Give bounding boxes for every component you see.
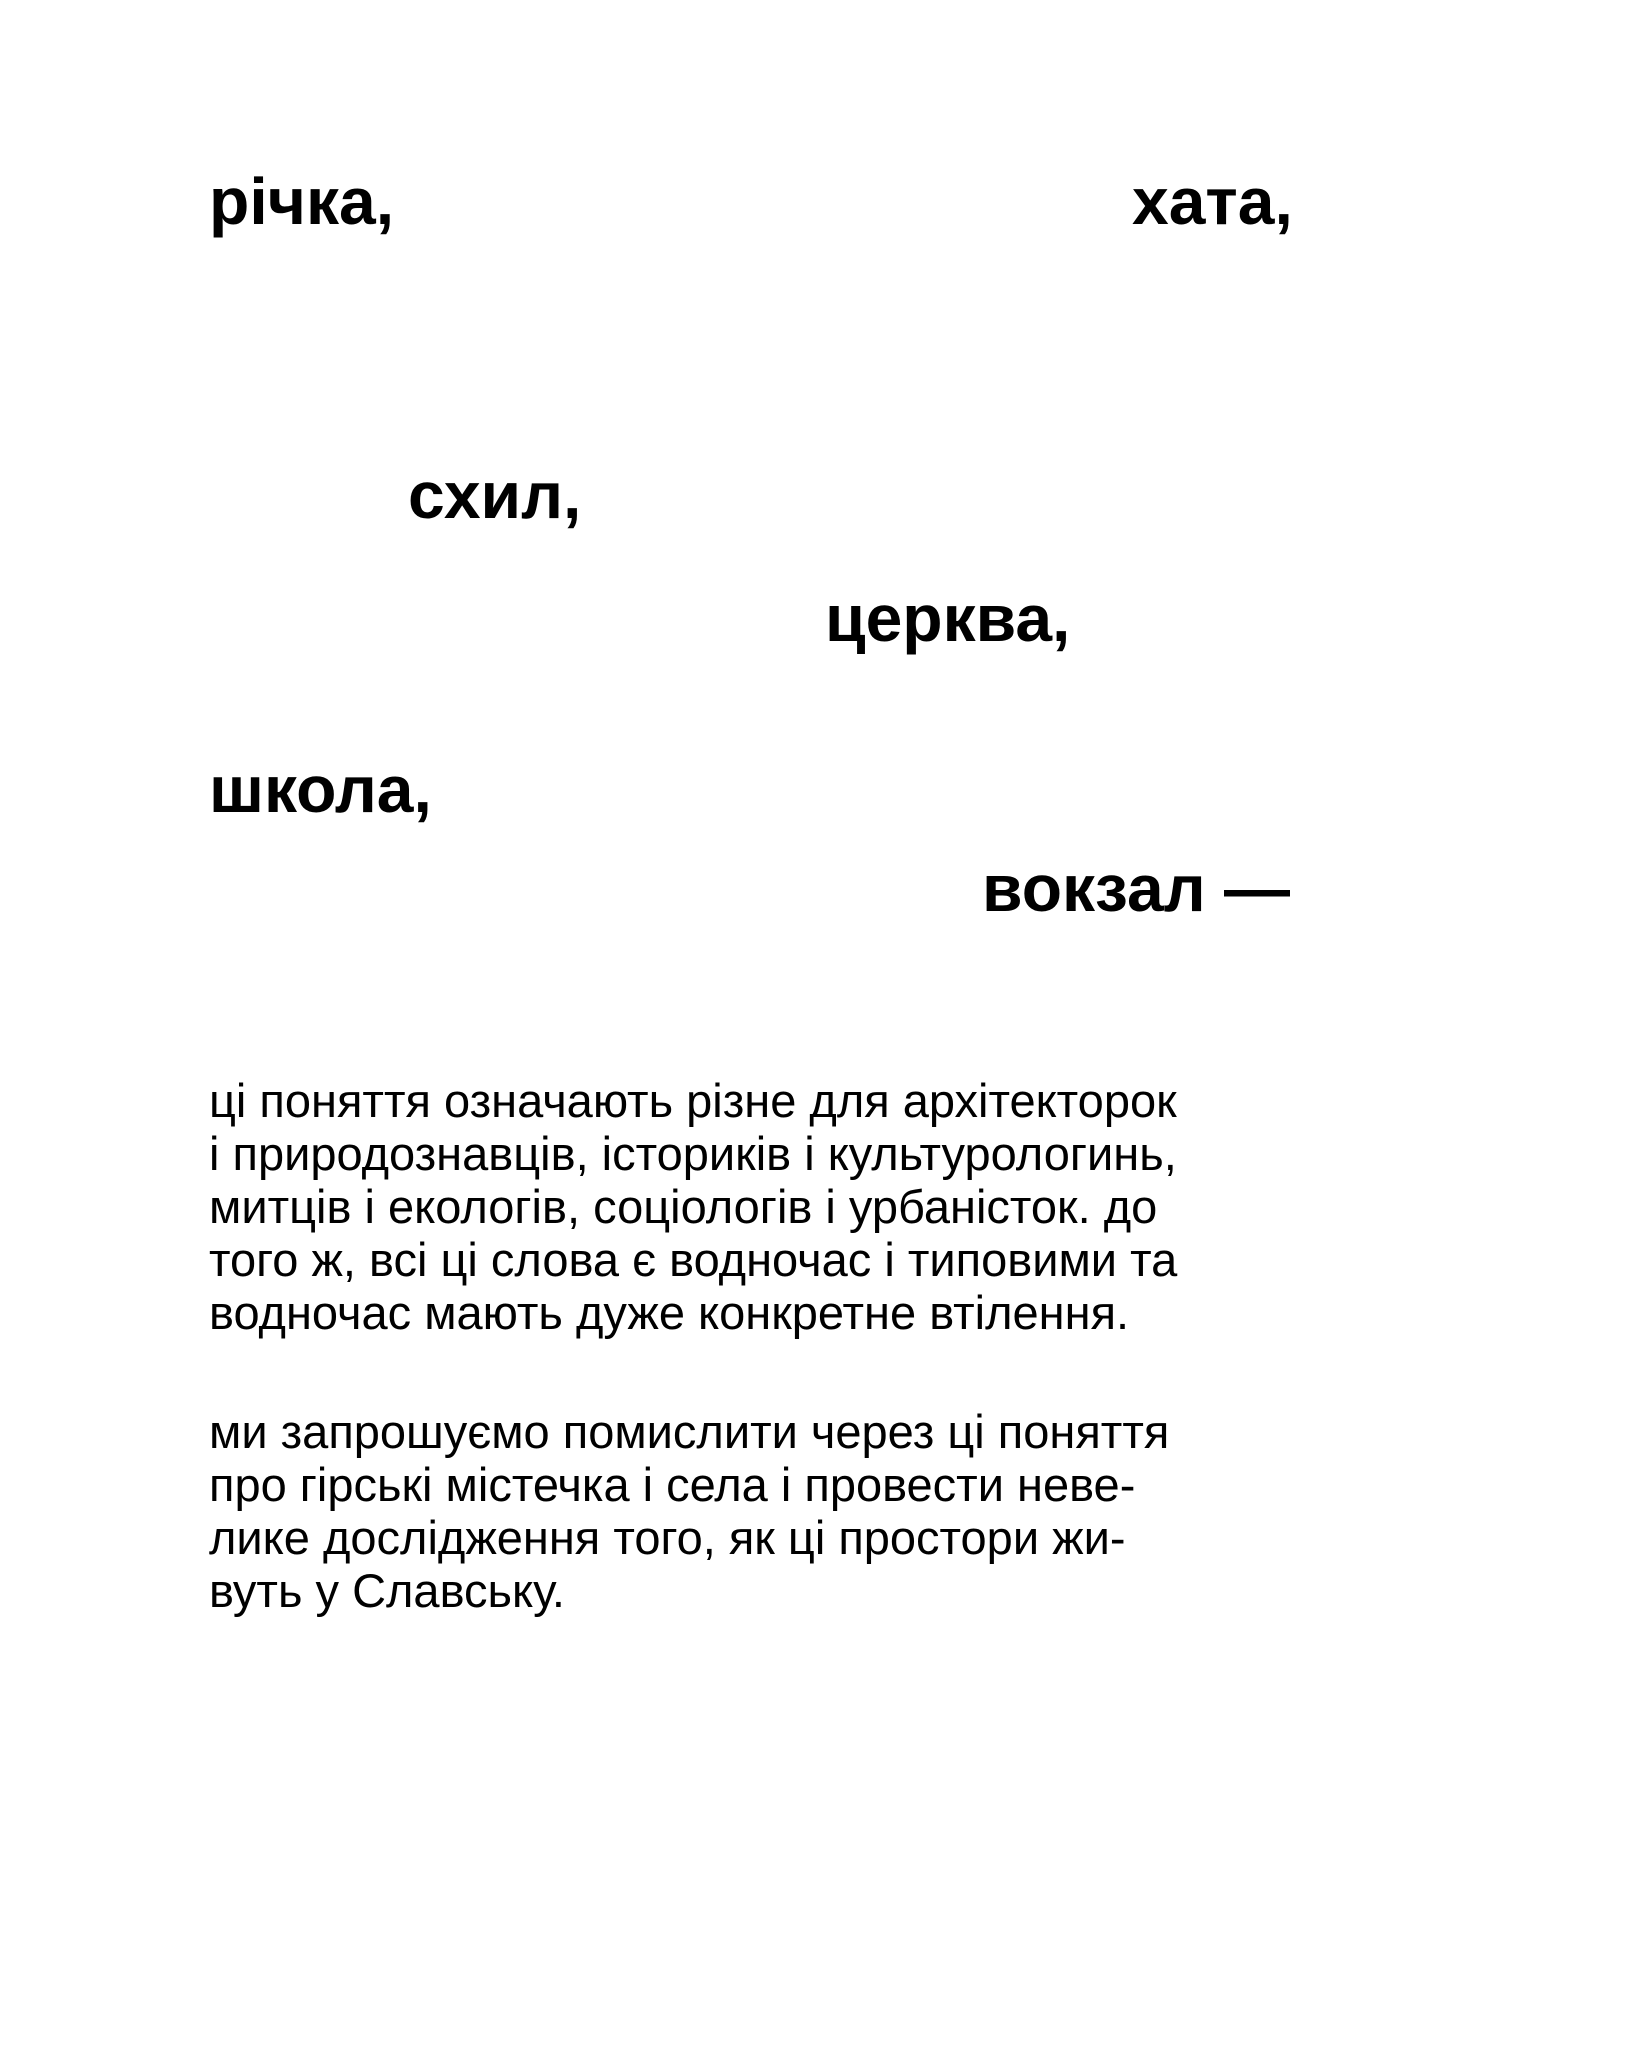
paragraph-line: і природознавців, істориків і культурологинь,: [209, 1127, 1177, 1180]
paragraph-line: водночас мають дуже конкретне втілення.: [209, 1286, 1130, 1339]
paragraph-line: вуть у Славську.: [209, 1564, 565, 1617]
word-tserkva: церква,: [825, 581, 1071, 655]
paragraph-line: про гірські містечка і села і провести неве-: [209, 1458, 1136, 1511]
word-richka: річка,: [209, 164, 395, 238]
paragraph-line: ці поняття означають різне для архітекторок: [209, 1074, 1177, 1127]
word-shkola: школа,: [209, 752, 432, 826]
paragraph-invitation: [209, 1405, 1389, 1617]
word-vokzal: вокзал —: [982, 851, 1290, 925]
paragraph-line: митців і екологів, соціологів і урбаністок. до: [209, 1180, 1158, 1233]
word-skhyl: схил,: [408, 458, 582, 532]
paragraph-concepts: [209, 1074, 1389, 1339]
paragraph-line: того ж, всі ці слова є водночас і типовими та: [209, 1233, 1178, 1286]
paragraph-line: ми запрошуємо помислити через ці поняття: [209, 1405, 1170, 1458]
word-khata: хата,: [1132, 164, 1293, 238]
paragraph-line: лике дослідження того, як ці простори жи-: [209, 1511, 1126, 1564]
